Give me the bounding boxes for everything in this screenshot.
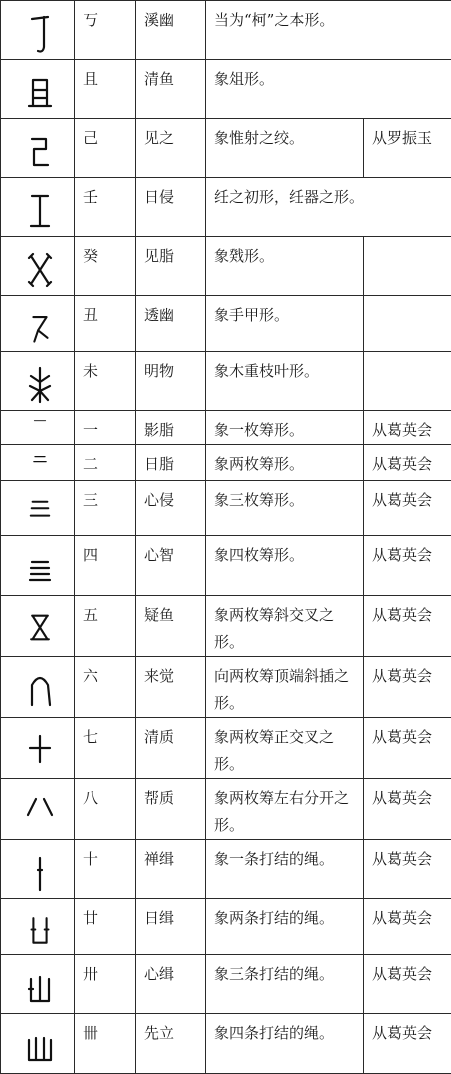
note-cell: 象手甲形。 [206, 296, 364, 352]
glyph-cell [1, 779, 75, 840]
reading-cell: 心智 [136, 536, 206, 596]
table-row [1, 237, 451, 296]
source-cell: 从罗振玉 [364, 119, 451, 178]
table-row [1, 1, 451, 60]
table-row [1, 657, 451, 718]
reading-cell: 疑鱼 [136, 596, 206, 657]
note-cell: 象四枚筹形。 [206, 536, 364, 596]
glyph-cell [1, 60, 75, 119]
source-cell: 从葛英会 [364, 899, 451, 955]
glyph-cell [1, 237, 75, 296]
character-cell: 丂 [75, 1, 136, 60]
table-row [1, 718, 451, 779]
note-cell: 象两枚筹正交叉之形。 [206, 718, 364, 779]
ren-icon [18, 184, 62, 236]
note-cell: 象俎形。 [206, 60, 451, 119]
character-cell: 卅 [75, 955, 136, 1014]
table-row [1, 411, 451, 445]
reading-cell: 心侵 [136, 481, 206, 536]
source-cell: 从葛英会 [364, 445, 451, 481]
reading-cell: 清质 [136, 718, 206, 779]
note-cell: 向两枚筹顶端斜插之形。 [206, 657, 364, 718]
character-cell: 六 [75, 657, 136, 718]
glyph-cell [1, 1, 75, 60]
source-cell: 从葛英会 [364, 657, 451, 718]
wu-icon [18, 602, 62, 653]
character-cell: 四 [75, 536, 136, 596]
note-cell: 象四条打结的绳。 [206, 1014, 364, 1074]
table-row [1, 481, 451, 536]
source-cell: 从葛英会 [364, 596, 451, 657]
sa-icon [18, 961, 62, 1013]
table-row [1, 1014, 451, 1074]
glyph-cell [1, 296, 75, 352]
character-cell: 壬 [75, 178, 136, 237]
glyph-cell [1, 899, 75, 955]
source-cell: 从葛英会 [364, 840, 451, 899]
character-cell: 且 [75, 60, 136, 119]
glyph-cell [1, 1014, 75, 1074]
character-cell: 卌 [75, 1014, 136, 1074]
note-cell: 象一枚筹形。 [206, 411, 364, 445]
table-row [1, 352, 451, 411]
character-cell: 二 [75, 445, 136, 481]
yi-icon [18, 417, 62, 438]
character-cell: 丑 [75, 296, 136, 352]
character-cell: 三 [75, 481, 136, 536]
character-cell: 八 [75, 779, 136, 840]
note-cell: 象两枚筹形。 [206, 445, 364, 481]
character-cell: 七 [75, 718, 136, 779]
character-cell: 廿 [75, 899, 136, 955]
table-row [1, 955, 451, 1014]
character-cell: 癸 [75, 237, 136, 296]
reading-cell: 见脂 [136, 237, 206, 296]
shi-icon [18, 846, 62, 898]
reading-cell: 禅缉 [136, 840, 206, 899]
reading-cell: 清鱼 [136, 60, 206, 119]
xi-icon [18, 1020, 62, 1072]
glyph-cell [1, 119, 75, 178]
character-cell: 一 [75, 411, 136, 445]
character-cell: 未 [75, 352, 136, 411]
table-row [1, 445, 451, 481]
glyph-cell [1, 178, 75, 237]
glyph-cell [1, 536, 75, 596]
note-cell: 象戣形。 [206, 237, 364, 296]
note-cell: 象两条打结的绳。 [206, 899, 364, 955]
glyph-cell [1, 596, 75, 657]
reading-cell: 溪幽 [136, 1, 206, 60]
reading-cell: 帮质 [136, 779, 206, 840]
nian-icon [18, 905, 62, 954]
note-cell: 象木重枝叶形。 [206, 352, 364, 411]
table-row [1, 178, 451, 237]
liu-icon [18, 663, 62, 715]
ba-icon [18, 785, 62, 837]
source-cell [364, 296, 451, 352]
table-row [1, 899, 451, 955]
source-cell: 从葛英会 [364, 718, 451, 779]
gui-icon [18, 243, 62, 295]
note-cell: 象一条打结的绳。 [206, 840, 364, 899]
note-cell: 象三条打结的绳。 [206, 955, 364, 1014]
note-cell: 当为“柯”之本形。 [206, 1, 451, 60]
source-cell: 从葛英会 [364, 411, 451, 445]
table-row [1, 119, 451, 178]
table-row [1, 296, 451, 352]
er-icon [18, 451, 62, 480]
character-cell: 十 [75, 840, 136, 899]
reading-cell: 日缉 [136, 899, 206, 955]
glyph-cell [1, 955, 75, 1014]
reading-cell: 日脂 [136, 445, 206, 481]
source-cell: 从葛英会 [364, 779, 451, 840]
note-cell: 象三枚筹形。 [206, 481, 364, 536]
glyph-cell [1, 352, 75, 411]
chou-icon [18, 302, 62, 351]
reading-cell: 见之 [136, 119, 206, 178]
table-row [1, 779, 451, 840]
reading-cell: 影脂 [136, 411, 206, 445]
wei-icon [18, 358, 62, 410]
glyph-cell [1, 840, 75, 899]
glyph-cell [1, 445, 75, 481]
reading-cell: 透幽 [136, 296, 206, 352]
note-cell: 象惟射之绞。 [206, 119, 364, 178]
ji-icon [18, 125, 62, 177]
reading-cell: 来觉 [136, 657, 206, 718]
source-cell: 从葛英会 [364, 536, 451, 596]
source-cell: 从葛英会 [364, 481, 451, 536]
table-row [1, 60, 451, 119]
reading-cell: 先立 [136, 1014, 206, 1074]
note-cell: 纴之初形，纴器之形。 [206, 178, 451, 237]
note-cell: 象两枚筹斜交叉之形。 [206, 596, 364, 657]
source-cell [364, 237, 451, 296]
san-icon [18, 487, 62, 535]
qi-icon [18, 724, 62, 776]
qie-icon [18, 66, 62, 118]
source-cell: 从葛英会 [364, 955, 451, 1014]
table-row [1, 840, 451, 899]
kao-icon [18, 7, 62, 59]
glyph-cell [1, 411, 75, 445]
reading-cell: 明物 [136, 352, 206, 411]
note-cell: 象两枚筹左右分开之形。 [206, 779, 364, 840]
glyph-cell [1, 481, 75, 536]
glyph-cell [1, 657, 75, 718]
table-row [1, 536, 451, 596]
character-cell: 五 [75, 596, 136, 657]
character-cell: 己 [75, 119, 136, 178]
table-row [1, 596, 451, 657]
glyph-cell [1, 718, 75, 779]
reading-cell: 日侵 [136, 178, 206, 237]
source-cell [364, 352, 451, 411]
si-icon [18, 542, 62, 594]
reading-cell: 心缉 [136, 955, 206, 1014]
source-cell: 从葛英会 [364, 1014, 451, 1074]
